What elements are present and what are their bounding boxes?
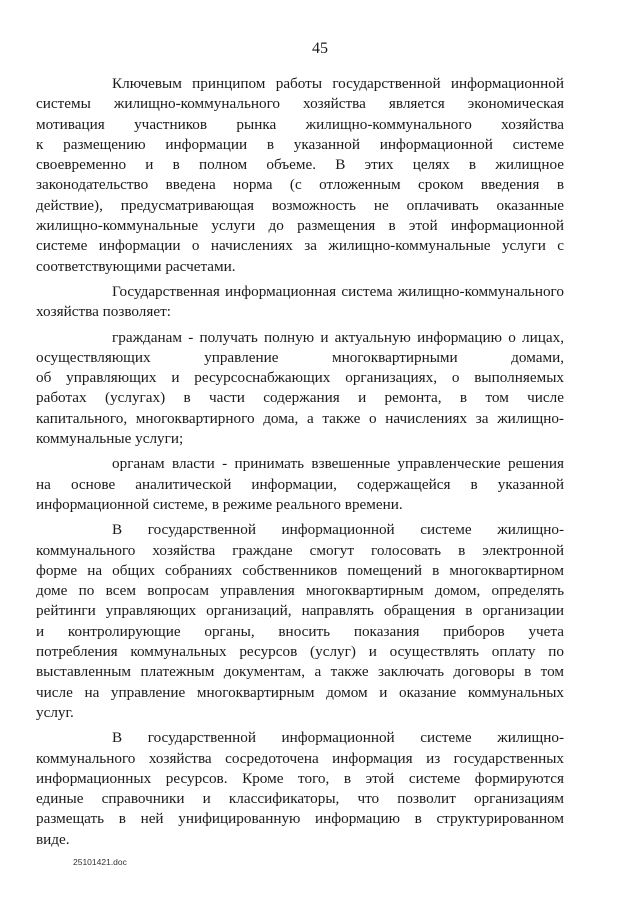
text-line: системы жилищно-коммунального хозяйства является экономическая xyxy=(36,95,564,113)
text-line: осуществляющих управление многоквартирными домами, xyxy=(36,348,564,366)
text-line: В государственной информационной системе жилищно- xyxy=(112,521,564,539)
text-line: коммунального хозяйства граждане смогут голосовать в электронной xyxy=(36,541,564,559)
text-line: капитального, многоквартирного дома, а также о начислениях за жилищно- xyxy=(36,409,564,427)
text-line: числе на управление многоквартирным домом и оказание коммунальных xyxy=(36,683,564,701)
text-line: потребления коммунальных ресурсов (услуг) и осуществлять оплату по xyxy=(36,643,564,661)
page-number: 45 xyxy=(312,40,328,57)
paragraph-system-allows xyxy=(36,282,564,323)
text-line: виде. xyxy=(36,830,70,848)
text-line: услуг. xyxy=(36,703,74,721)
document-body xyxy=(36,74,564,850)
text-line: форме на общих собраниях собственников помещений в многоквартирном xyxy=(36,561,564,579)
text-line: Государственная информационная система жилищно-коммунального xyxy=(112,282,564,300)
paragraph-citizens xyxy=(36,328,564,450)
text-line: мотивация участников рынка жилищно-коммунального хозяйства xyxy=(36,115,564,133)
text-line: единые справочники и классификаторы, что позволит организациям xyxy=(36,790,564,808)
paragraph-authorities xyxy=(36,454,564,515)
text-line: об управляющих и ресурсоснабжающих организациях, о выполняемых xyxy=(36,369,564,387)
text-line: В государственной информационной системе жилищно- xyxy=(112,729,564,747)
text-line: на основе аналитической информации, содержащейся в указанной xyxy=(36,475,564,493)
text-line: Ключевым принципом работы государственной информационной xyxy=(112,75,564,92)
text-line: работах (услугах) в части содержания и ремонта, в том числе xyxy=(36,389,564,407)
text-line: размещать в ней унифицированную информацию в структурированном xyxy=(36,810,564,828)
text-line: действие), предусматривающая возможность не оплачивать оказанные xyxy=(36,196,564,214)
text-line: к размещению информации в указанной информационной системе xyxy=(36,135,564,153)
text-line: системе информации о начислениях за жилищно-коммунальные услуги с xyxy=(36,237,564,255)
text-line: жилищно-коммунальные услуги до размещения в этой информационной xyxy=(36,217,564,235)
text-line: законодательство введена норма (с отложенным сроком введения в xyxy=(36,176,564,194)
paragraph-state-resources xyxy=(36,728,564,850)
text-line: рейтинги управляющих организаций, направлять обращения в организации xyxy=(36,602,564,620)
text-line: органам власти - принимать взвешенные управленческие решения xyxy=(112,455,564,473)
paragraph-key-principle xyxy=(36,74,564,277)
text-line: коммунального хозяйства сосредоточена информация из государственных xyxy=(36,749,564,767)
text-line: выставленным платежным документам, а также заключать договоры в том xyxy=(36,663,564,681)
text-line: хозяйства позволяет: xyxy=(36,303,171,321)
text-line: и контролирующие органы, вносить показания приборов учета xyxy=(36,622,564,640)
text-line: коммунальные услуги; xyxy=(36,430,184,448)
text-line: информационных ресурсов. Кроме того, в этой системе формируются xyxy=(36,769,564,787)
text-line: доме по всем вопросам управления многоквартирным домом, определять xyxy=(36,582,564,600)
text-line: информационной системе, в режиме реального времени. xyxy=(36,495,403,513)
footer-filename: 25101421.doc xyxy=(73,857,127,867)
text-line: гражданам - получать полную и актуальную информацию о лицах, xyxy=(112,328,564,346)
text-line: своевременно и в полном объеме. В этих целях в жилищное xyxy=(36,156,564,174)
text-line: соответствующими расчетами. xyxy=(36,257,236,275)
paragraph-citizens-voting xyxy=(36,520,564,723)
